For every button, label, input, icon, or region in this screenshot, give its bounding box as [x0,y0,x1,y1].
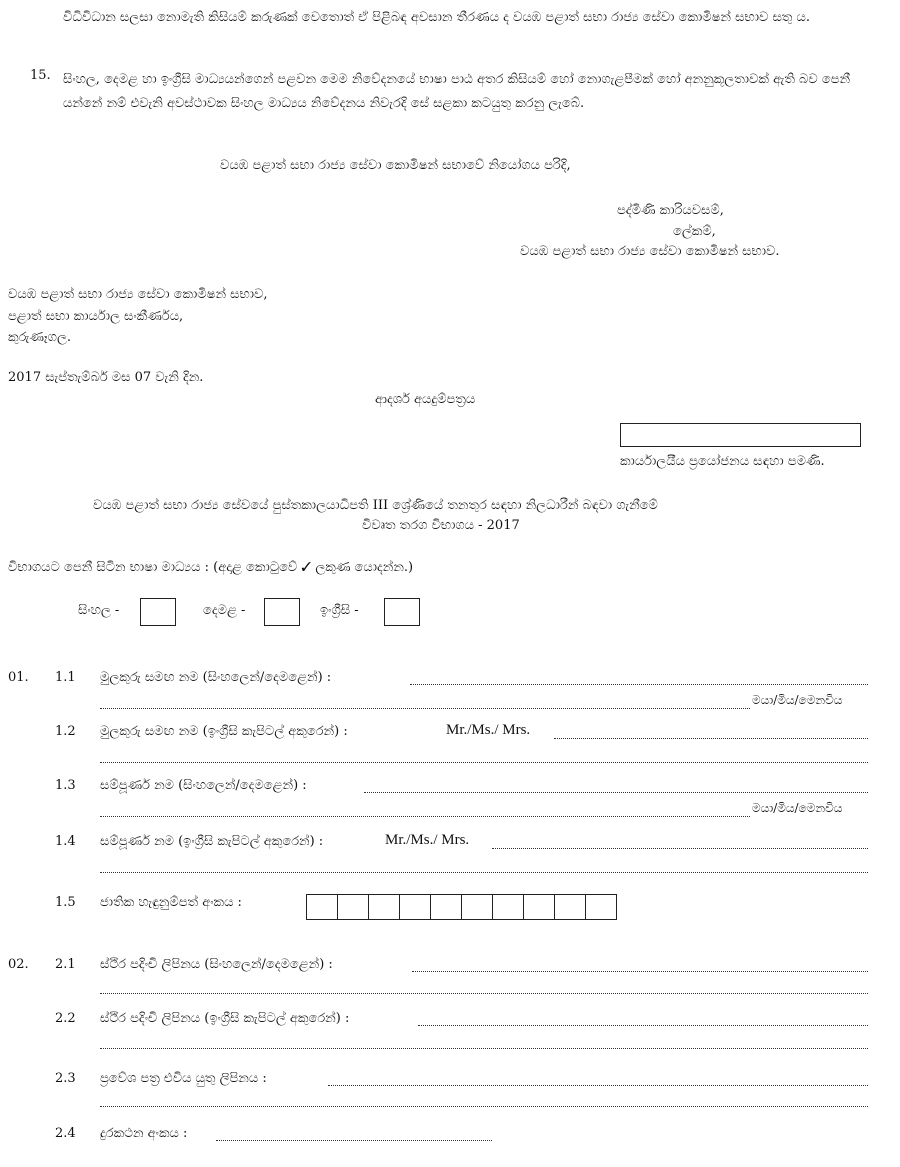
item-1-4-number: 1.4 [55,834,76,849]
nic-digit-box[interactable] [555,895,586,919]
item-15-text: සිංහල, දෙමළ හා ඉංග්‍රීසි මාධ්‍යයන්ගෙන් පළවන මෙම නිවේදනයේ භාෂා පාඨ අතර කිසියම් හෝ නොගැළපීමක් හෝ අනනුකූලතාවක් ඇති බව පෙනී යන්නේ නම් එවැනි අවස්ථාවක සිංහල මාධ්‍යය නිවේදනය නිවැරදි සේ සළකා කටයුතු කරනු ලැබේ. [63,72,851,111]
nic-number-boxes[interactable] [306,894,617,920]
medium-option-tamil-label: දෙමළ - [203,603,246,618]
section-2-number: 02. [8,957,29,972]
exam-title-line-1: වයඹ පළාත් සභා රාජ්‍ය සේවයේ පුස්තකාලයාධිපති III ශ්‍රේණියේ තනතුර සඳහා නිලධාරීන් බඳවා ගැනීමේ [93,498,658,513]
item-1-3-field[interactable] [364,792,868,793]
item-1-1-suffix: මයා/මිය/මෙනවිය [752,693,843,707]
nic-digit-box[interactable] [524,895,555,919]
item-1-3-label: සම්පූර්ණ නම (සිංහලෙන්/දෙමළෙන්) : [100,778,307,793]
form-heading: ආදර්ශ අයදුම්පත්‍රය [375,392,476,407]
item-15-number: 15. [30,68,51,83]
item-2-1-number: 2.1 [55,957,76,972]
nic-digit-box[interactable] [462,895,493,919]
signatory-title: ලේකම්, [673,224,716,239]
date-line: 2017 සැප්තැම්බර් මස 07 වැනි දින. [8,370,204,385]
signatory-name: පද්මිණි කාරියවසම්, [617,203,724,218]
exam-title-line-2: විවෘත තරග විභාගය - 2017 [362,518,520,533]
item-2-3-label: ප්‍රවේශ පත්‍ර එවිය යුතු ලිපිනය : [100,1071,267,1086]
item-1-3-number: 1.3 [55,778,76,793]
section-1-number: 01. [8,670,29,685]
item-1-3-suffix: මයා/මිය/මෙනවිය [752,801,843,815]
nic-digit-box[interactable] [307,895,338,919]
address-line-3: කුරුණෑගල. [8,330,71,345]
item-2-1-label: ස්ථිර පදිංචි ලිපිනය (සිංහලෙන්/දෙමළෙන්) : [100,957,333,972]
item-1-4-field-line-2[interactable] [100,872,868,873]
intro-paragraph: විධිවිධාන සලසා නොමැති කිසියම් කරුණක් වෙතොත් ඒ පිළිබඳ අවසාන තීරණය ද වයඹ පළාත් සභා රාජ්‍ය සේවා කොමිෂන් සභාව සතු ය. [63,10,810,25]
item-2-4-number: 2.4 [55,1126,76,1141]
nic-digit-box[interactable] [369,895,400,919]
item-2-1-field[interactable] [412,971,868,972]
medium-prompt: විභාගයට පෙනී සිටින භාෂා මාධ්‍යය : (අදාළ කොටුවේ ✓ ලකුණ යොදන්න.) [8,560,414,575]
item-1-1-field-line-2[interactable] [100,708,750,709]
nic-digit-box[interactable] [400,895,431,919]
item-2-4-label: දුරකථන අංකය : [100,1126,188,1141]
item-1-4-field[interactable] [492,848,868,849]
item-2-2-field-line-2[interactable] [100,1048,868,1049]
medium-sinhala-checkbox[interactable] [140,598,176,626]
office-use-box [620,423,861,447]
nic-digit-box[interactable] [586,895,616,919]
order-line: වයඹ පළාත් සභා රාජ්‍ය සේවා කොමිෂන් සභාවේ නියෝගය පරිදි, [220,158,571,173]
item-1-2-field-line-2[interactable] [100,762,868,763]
nic-digit-box[interactable] [431,895,462,919]
medium-option-sinhala-label: සිංහල - [78,603,120,618]
medium-english-checkbox[interactable] [384,598,420,626]
item-1-1-field[interactable] [410,684,868,685]
item-2-3-number: 2.3 [55,1071,76,1086]
item-2-2-label: ස්ථිර පදිංචි ලිපිනය (ඉංග්‍රීසි කැපිටල් අකුරෙන්) : [100,1011,350,1026]
nic-digit-box[interactable] [493,895,524,919]
nic-digit-box[interactable] [338,895,369,919]
item-1-5-label: ජාතික හැඳුනුම්පත් අංකය : [100,895,242,910]
item-2-1-field-line-2[interactable] [100,993,868,994]
item-1-1-label: මුලකුරු සමඟ නම (සිංහලෙන්/දෙමළෙන්) : [100,670,332,685]
item-1-2-number: 1.2 [55,724,76,739]
signatory-org: වයඹ පළාත් සභා රාජ්‍ය සේවා කොමිෂන් සභාව. [520,244,780,259]
item-2-4-field[interactable] [216,1140,492,1141]
item-2-3-field[interactable] [328,1085,868,1086]
item-1-4-prefix: Mr./Ms./ Mrs. [385,832,470,848]
medium-option-english-label: ඉංග්‍රීසි - [320,603,359,618]
item-1-5-number: 1.5 [55,895,76,910]
item-1-3-field-line-2[interactable] [100,816,750,817]
item-1-2-label: මුලකුරු සමඟ නම (ඉංග්‍රීසි කැපිටල් අකුරෙන්) : [100,724,348,739]
address-line-1: වයඹ පළාත් සභා රාජ්‍ය සේවා කොමිෂන් සභාව, [8,287,268,302]
item-2-2-number: 2.2 [55,1011,76,1026]
item-2-3-field-line-2[interactable] [100,1106,868,1107]
item-1-2-field[interactable] [554,738,868,739]
medium-tamil-checkbox[interactable] [264,598,300,626]
item-1-1-number: 1.1 [55,670,76,685]
address-line-2: පළාත් සභා කාර්යාල සංකීර්ණය, [8,309,184,324]
office-use-label: කාර්යාලයීය ප්‍රයෝජනය සඳහා පමණි. [620,454,825,469]
item-1-2-prefix: Mr./Ms./ Mrs. [446,722,531,738]
item-1-4-label: සම්පූර්ණ නම (ඉංග්‍රීසි කැපිටල් අකුරෙන්) : [100,834,324,849]
item-2-2-field[interactable] [418,1025,868,1026]
